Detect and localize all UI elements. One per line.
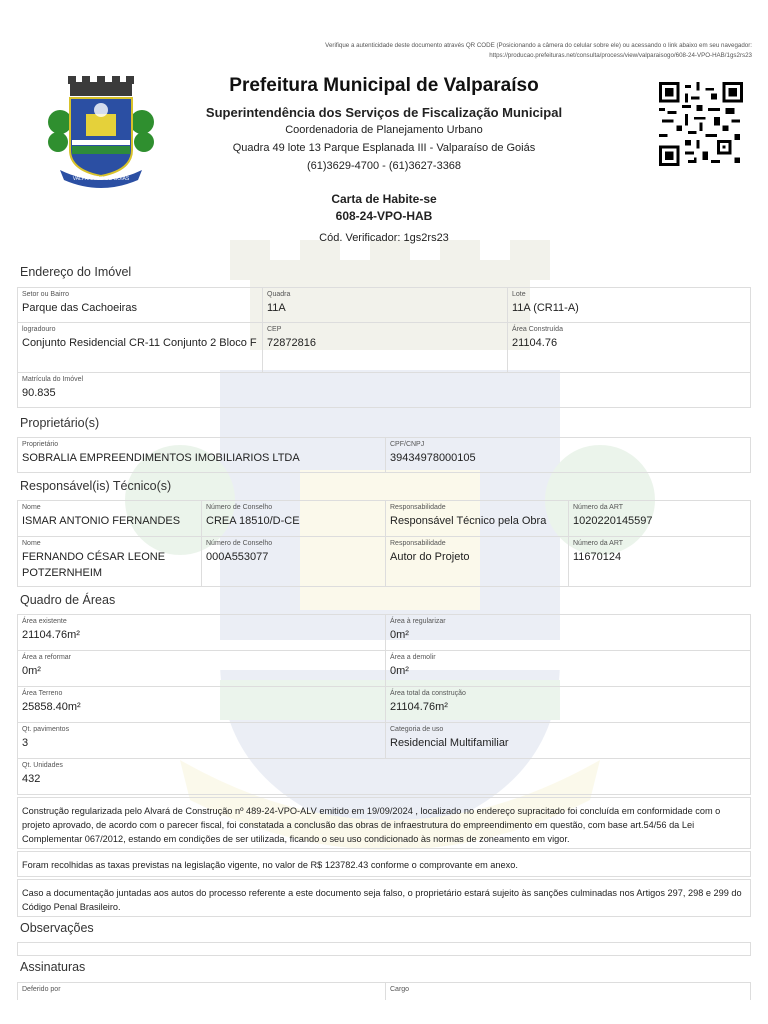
field-label: Responsabilidade (390, 540, 446, 547)
field-value: Responsável Técnico pela Obra (390, 515, 547, 527)
field-label: CEP (267, 326, 282, 333)
field-tech-responsibility (386, 537, 569, 586)
field-label: Proprietário (22, 441, 59, 448)
field-value: 0m² (22, 665, 41, 677)
field-value: 11A (CR11-A) (512, 302, 579, 314)
field-label: Número de Conselho (206, 504, 273, 511)
field-value: Conjunto Residencial CR-11 Conjunto 2 Bloco F (22, 337, 257, 349)
section-title-areas: Quadro de Áreas (20, 593, 116, 607)
table-row (17, 758, 751, 795)
field-label: Número da ART (573, 540, 624, 547)
field-label: Área à regularizar (390, 618, 446, 625)
letterhead (180, 72, 588, 172)
field-matricula (18, 373, 750, 407)
field-tech-art (569, 537, 750, 586)
field-value: 72872816 (267, 337, 316, 349)
field-value: 432 (22, 773, 41, 785)
field-area-construida (508, 323, 750, 372)
field-unidades (18, 759, 750, 794)
field-label: Número de Conselho (206, 540, 273, 547)
section-title-address: Endereço do Imóvel (20, 265, 132, 279)
field-label: Área total da construção (390, 690, 466, 697)
field-label: Área Construída (512, 326, 563, 333)
verification-link[interactable]: https://producao.prefeituras.net/consulta/process/view/valparaisogo/608-24-VPO-HAB/1gs2rs23 (489, 52, 752, 59)
field-value: 000A553077 (206, 551, 269, 563)
field-categoria-uso (386, 723, 750, 758)
field-value: FERNANDO CÉSAR LEONE POTZERNHEIM (22, 551, 166, 579)
table-row (17, 500, 751, 537)
coat-of-arms-logo (46, 72, 156, 188)
superintendency-subtitle: Superintendência dos Serviços de Fiscalização Municipal (205, 105, 563, 120)
signatures-table (17, 982, 751, 999)
field-tech-responsibility (386, 501, 569, 536)
table-row (17, 287, 751, 323)
field-value: 11670124 (573, 551, 622, 563)
verification-notice (252, 41, 752, 61)
field-label: Nome (22, 504, 41, 511)
field-area-terreno (18, 687, 386, 722)
field-label: Qt. pavimentos (22, 726, 70, 733)
fees-statement: Foram recolhidas as taxas previstas na legislação vigente, no valor de R$ 123782.43 conforme o comprovante em anexo. (17, 851, 751, 877)
field-cep (263, 323, 508, 372)
table-row (17, 686, 751, 723)
field-value: 11A (267, 302, 286, 314)
field-pavimentos (18, 723, 386, 758)
field-area-existente (18, 615, 386, 650)
completion-statement: Construção regularizada pelo Alvará de Construção nº 489-24-VPO-ALV emitido em 19/09/2024 , localizado no endereço supracitado foi concluída em conformidade com o projeto aprovado, de acordo com o parecer fiscal, foi constatada a conclusão das obras de infraestrutura do empreendimento em questão, com base art.54/56 da Lei Complementar 067/2012, estando em condições de ser utilizada, ficando o seu uso condicionado às normas de zoneamento em vigor. (17, 797, 751, 849)
qr-code[interactable] (655, 82, 747, 166)
field-lote (508, 288, 750, 322)
field-value: 21104.76m² (22, 629, 80, 641)
field-value: ISMAR ANTONIO FERNANDES (22, 515, 181, 527)
field-value: 3 (22, 737, 29, 749)
table-row (17, 650, 751, 687)
document-type: Carta de Habite-se (331, 192, 437, 206)
technical-table (17, 500, 751, 586)
field-label: Setor ou Bairro (22, 291, 70, 298)
field-value: Autor do Projeto (390, 551, 470, 563)
field-value: 21104.76m² (390, 701, 448, 713)
field-logradouro (18, 323, 263, 372)
field-label: Número da ART (573, 504, 624, 511)
field-tech-art (569, 501, 750, 536)
field-area-reformar (18, 651, 386, 686)
table-row (17, 722, 751, 759)
field-label: Qt. Unidades (22, 762, 63, 769)
document-number: 608-24-VPO-HAB (335, 209, 433, 223)
field-label: Quadra (267, 291, 291, 298)
field-label: CPF/CNPJ (390, 441, 425, 448)
address-table (17, 287, 751, 407)
owner-table (17, 437, 751, 472)
field-value: 25858.40m² (22, 701, 81, 713)
section-title-observations: Observações (20, 921, 94, 935)
municipality-address: Quadra 49 lote 13 Parque Esplanada III - Valparaíso de Goiás (232, 142, 536, 154)
table-row (17, 437, 751, 473)
field-label: Deferido por (22, 986, 61, 993)
field-tech-council (202, 501, 386, 536)
department-name: Coordenadoria de Planejamento Urbano (285, 124, 483, 136)
field-label: Área a demolir (390, 654, 436, 661)
field-tech-name (18, 537, 202, 586)
field-tech-name (18, 501, 202, 536)
field-value: 21104.76 (512, 337, 558, 349)
verifier-code: Cód. Verificador: 1gs2rs23 (319, 232, 449, 244)
table-row (17, 614, 751, 651)
municipality-title: Prefeitura Municipal de Valparaíso (229, 75, 539, 96)
field-cargo (386, 983, 750, 1000)
field-area-demolir (386, 651, 750, 686)
table-row (17, 322, 751, 373)
observations-box (17, 942, 751, 956)
field-owner-document (386, 438, 750, 472)
field-value: 39434978000105 (390, 452, 476, 464)
section-title-owner: Proprietário(s) (20, 416, 100, 430)
coat-ribbon-text: VALPARAÍSO DE GOIÁS (72, 176, 130, 182)
table-row (17, 536, 751, 587)
field-label: Cargo (390, 986, 410, 993)
areas-table (17, 614, 751, 794)
field-label: Matrícula do Imóvel (22, 376, 84, 383)
field-owner-name (18, 438, 386, 472)
field-label: Lote (512, 291, 526, 298)
table-row (17, 982, 751, 1000)
field-label: Nome (22, 540, 41, 547)
field-label: Área Terreno (22, 690, 63, 697)
field-value: 0m² (390, 629, 409, 641)
field-value: 0m² (390, 665, 409, 677)
field-deferido-por (18, 983, 386, 1000)
field-label: Categoria de uso (390, 726, 444, 733)
table-row (17, 372, 751, 408)
field-value: CREA 18510/D-CE (206, 515, 300, 527)
section-title-technical: Responsável(is) Técnico(s) (20, 479, 172, 493)
field-value: 1020220145597 (573, 515, 653, 527)
field-setor (18, 288, 263, 322)
document-title-block (180, 192, 588, 244)
field-value: Parque das Cachoeiras (22, 302, 137, 314)
field-tech-council (202, 537, 386, 586)
field-label: Área existente (22, 618, 67, 625)
field-label: Responsabilidade (390, 504, 446, 511)
legal-warning: Caso a documentação juntadas aos autos do processo referente a este documento seja falso, o proprietário estará sujeito às sanções culminadas nos Artigos 297, 298 e 299 do Código Penal Brasileiro. (17, 879, 751, 917)
field-value: SOBRALIA EMPREENDIMENTOS IMOBILIARIOS LTDA (22, 452, 300, 464)
field-quadra (263, 288, 508, 322)
field-area-total (386, 687, 750, 722)
section-title-signatures: Assinaturas (20, 960, 86, 974)
field-area-regularizar (386, 615, 750, 650)
municipality-phones: (61)3629-4700 - (61)3627-3368 (306, 160, 462, 172)
field-label: Área a reformar (22, 654, 72, 661)
verification-text: Verifique a autenticidade deste documento através QR CODE (Posicionando a câmera do celular sobre ele) ou acessando o link abaixo em seu navegador: (325, 42, 752, 49)
field-label: logradouro (22, 326, 56, 333)
field-value: 90.835 (22, 387, 56, 399)
field-value: Residencial Multifamiliar (390, 737, 509, 749)
